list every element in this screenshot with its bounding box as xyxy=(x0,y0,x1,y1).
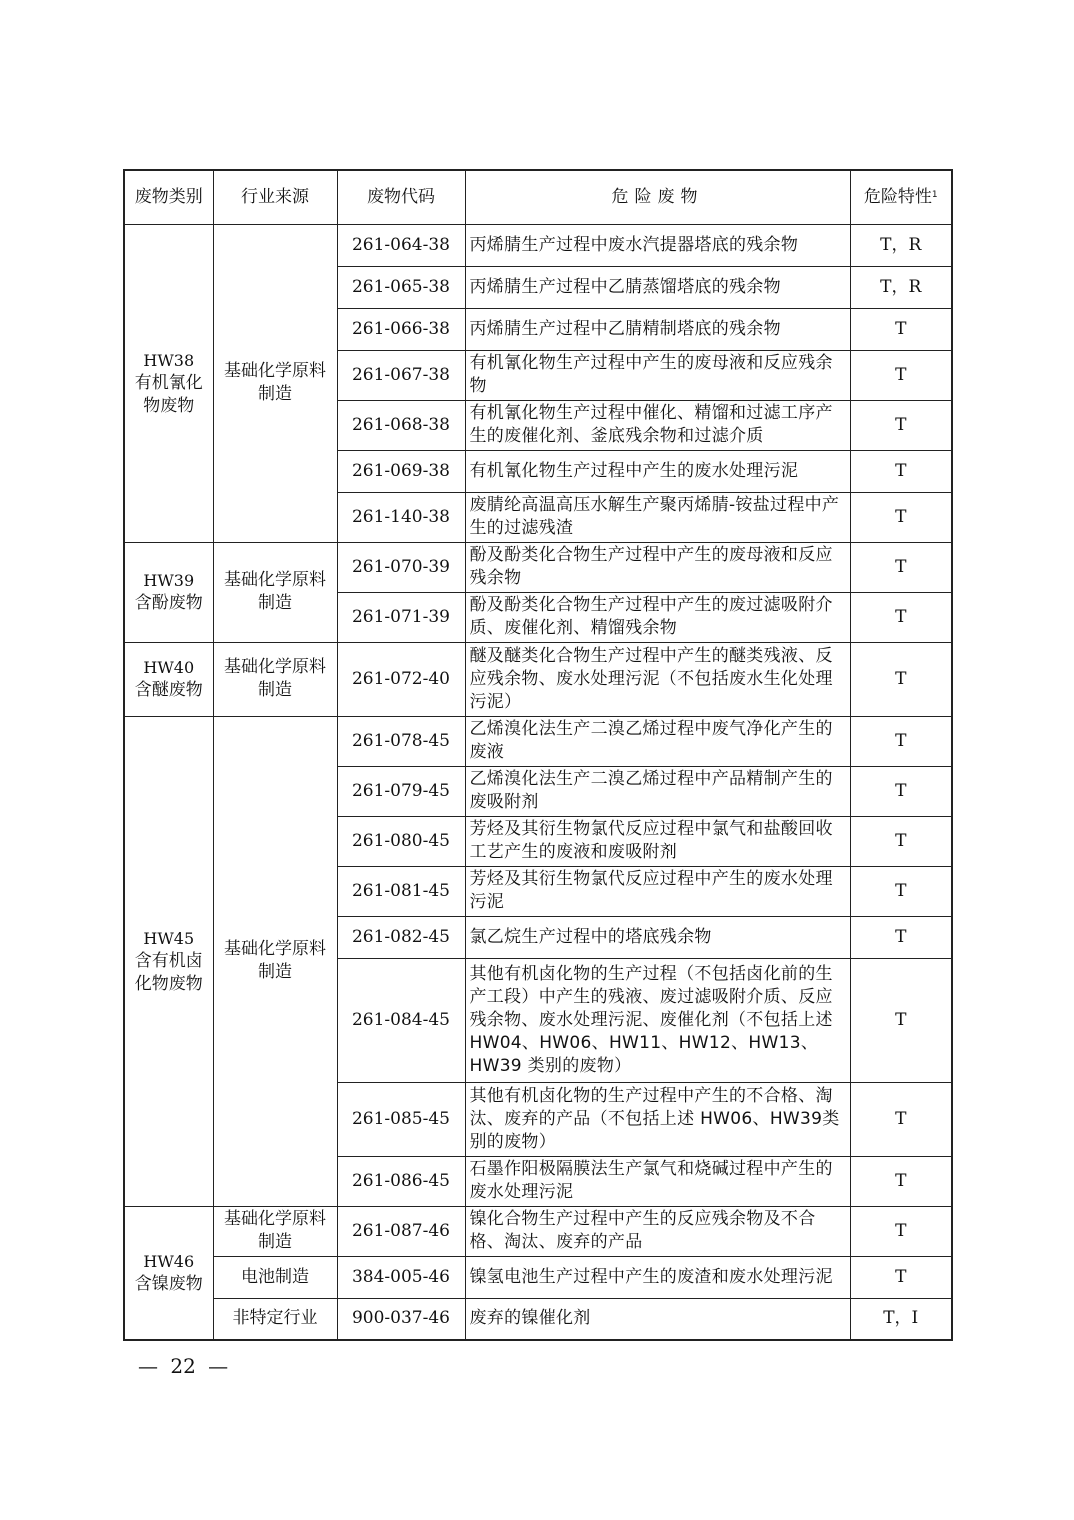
waste-category-cell xyxy=(124,224,213,542)
industry-source-cell: 基础化学原料制造 xyxy=(213,224,337,542)
waste-code-cell: 261-071-39 xyxy=(337,592,465,642)
hazard-characteristic-cell: T xyxy=(850,766,952,816)
category-code: HW45 xyxy=(143,928,195,948)
waste-code-cell: 261-081-45 xyxy=(337,866,465,916)
hazardous-waste-cell: 石墨作阳极隔膜法生产氯气和烧碱过程中产生的废水处理污泥 xyxy=(465,1156,850,1206)
hazardous-waste-cell: 酚及酚类化合物生产过程中产生的废过滤吸附介质、废催化剂、精馏残余物 xyxy=(465,592,850,642)
hazardous-waste-cell: 丙烯腈生产过程中乙腈精制塔底的残余物 xyxy=(465,308,850,350)
hazardous-waste-cell: 废弃的镍催化剂 xyxy=(465,1298,850,1340)
hazard-characteristic-cell: T xyxy=(850,866,952,916)
waste-code-cell: 261-085-45 xyxy=(337,1082,465,1156)
waste-code-cell: 261-067-38 xyxy=(337,350,465,400)
table-body xyxy=(124,224,952,1340)
table-row xyxy=(124,1298,952,1340)
hazardous-waste-table xyxy=(123,169,953,1341)
waste-code-cell: 261-069-38 xyxy=(337,450,465,492)
hazard-characteristic-cell: T xyxy=(850,816,952,866)
hazard-characteristic-cell: T xyxy=(850,592,952,642)
hazard-characteristic-cell: T，R xyxy=(850,266,952,308)
hazardous-waste-cell: 氯乙烷生产过程中的塔底残余物 xyxy=(465,916,850,958)
waste-code-cell: 261-070-39 xyxy=(337,542,465,592)
table-row xyxy=(124,224,952,266)
hazardous-waste-cell: 芳烃及其衍生物氯代反应过程中产生的废水处理污泥 xyxy=(465,866,850,916)
header-code: 废物代码 xyxy=(337,170,465,224)
hazard-characteristic-cell: T xyxy=(850,350,952,400)
category-name: 含醚废物 xyxy=(134,680,203,700)
hazardous-waste-cell: 芳烃及其衍生物氯代反应过程中氯气和盐酸回收工艺产生的废液和废吸附剂 xyxy=(465,816,850,866)
waste-category-cell xyxy=(124,642,213,716)
hazard-characteristic-cell: T xyxy=(850,400,952,450)
industry-source-cell: 基础化学原料制造 xyxy=(213,642,337,716)
waste-code-cell: 261-140-38 xyxy=(337,492,465,542)
waste-code-cell: 900-037-46 xyxy=(337,1298,465,1340)
category-name: 有机氰化物废物 xyxy=(134,372,203,416)
hazardous-waste-cell: 其他有机卤化物的生产过程（不包括卤化前的生产工段）中产生的残液、废过滤吸附介质、反应残余物、废水处理污泥、废催化剂（不包括上述HW04、HW06、HW11、HW12、HW13、HW39 类别的废物） xyxy=(465,958,850,1082)
hazardous-waste-cell: 醚及醚类化合物生产过程中产生的醚类残液、反应残余物、废水处理污泥（不包括废水生化处理污泥） xyxy=(465,642,850,716)
industry-source-cell: 基础化学原料制造 xyxy=(213,1206,337,1256)
waste-code-cell: 261-084-45 xyxy=(337,958,465,1082)
waste-category-cell xyxy=(124,542,213,642)
table-row xyxy=(124,542,952,592)
hazardous-waste-cell: 镍化合物生产过程中产生的反应残余物及不合格、淘汰、废弃的产品 xyxy=(465,1206,850,1256)
hazard-characteristic-cell: T，I xyxy=(850,1298,952,1340)
table-row xyxy=(124,642,952,716)
header-characteristic-label: 危险特性 xyxy=(863,186,932,207)
waste-code-cell: 261-079-45 xyxy=(337,766,465,816)
header-category: 废物类别 xyxy=(124,170,213,224)
header-hazard: 危险废物 xyxy=(465,170,850,224)
hazardous-waste-cell: 丙烯腈生产过程中废水汽提器塔底的残余物 xyxy=(465,224,850,266)
table-row xyxy=(124,1206,952,1256)
table-row xyxy=(124,716,952,766)
hazardous-waste-cell: 酚及酚类化合物生产过程中产生的废母液和反应残余物 xyxy=(465,542,850,592)
page-number: — 22 — xyxy=(138,1354,229,1378)
hazardous-waste-cell: 其他有机卤化物的生产过程中产生的不合格、淘汰、废弃的产品（不包括上述 HW06、HW39类别的废物） xyxy=(465,1082,850,1156)
hazardous-waste-cell: 丙烯腈生产过程中乙腈蒸馏塔底的残余物 xyxy=(465,266,850,308)
waste-code-cell: 261-087-46 xyxy=(337,1206,465,1256)
hazard-characteristic-cell: T xyxy=(850,642,952,716)
hazard-characteristic-cell: T xyxy=(850,542,952,592)
waste-code-cell: 261-065-38 xyxy=(337,266,465,308)
category-code: HW39 xyxy=(143,571,195,590)
industry-source-cell: 基础化学原料制造 xyxy=(213,542,337,642)
hazard-characteristic-cell: T xyxy=(850,1256,952,1298)
industry-source-cell: 非特定行业 xyxy=(213,1298,337,1340)
waste-code-cell: 261-066-38 xyxy=(337,308,465,350)
hazard-characteristic-cell: T xyxy=(850,916,952,958)
table-row xyxy=(124,1256,952,1298)
hazardous-waste-cell: 有机氰化物生产过程中产生的废水处理污泥 xyxy=(465,450,850,492)
waste-code-cell: 261-086-45 xyxy=(337,1156,465,1206)
waste-category-cell xyxy=(124,1206,213,1340)
waste-code-cell: 261-078-45 xyxy=(337,716,465,766)
hazardous-waste-cell: 废腈纶高温高压水解生产聚丙烯腈-铵盐过程中产生的过滤残渣 xyxy=(465,492,850,542)
waste-code-cell: 261-080-45 xyxy=(337,816,465,866)
footnote-marker: 1 xyxy=(931,189,938,200)
hazard-characteristic-cell: T xyxy=(850,1082,952,1156)
hazard-characteristic-cell: T xyxy=(850,958,952,1082)
industry-source-cell: 电池制造 xyxy=(213,1256,337,1298)
hazardous-waste-cell: 镍氢电池生产过程中产生的废渣和废水处理污泥 xyxy=(465,1256,850,1298)
category-name: 含有机卤化物废物 xyxy=(134,950,203,994)
category-name: 含镍废物 xyxy=(134,1273,203,1294)
hazard-characteristic-cell: T xyxy=(850,492,952,542)
waste-code-cell: 261-068-38 xyxy=(337,400,465,450)
hazard-characteristic-cell: T xyxy=(850,450,952,492)
industry-source-cell: 基础化学原料制造 xyxy=(213,716,337,1206)
hazardous-waste-cell: 乙烯溴化法生产二溴乙烯过程中产品精制产生的废吸附剂 xyxy=(465,766,850,816)
category-name: 含酚废物 xyxy=(134,593,203,613)
header-row xyxy=(124,170,952,224)
hazard-characteristic-cell: T xyxy=(850,716,952,766)
hazardous-waste-cell: 乙烯溴化法生产二溴乙烯过程中废气净化产生的废液 xyxy=(465,716,850,766)
waste-code-cell: 261-072-40 xyxy=(337,642,465,716)
hazard-characteristic-cell: T，R xyxy=(850,224,952,266)
waste-category-cell xyxy=(124,716,213,1206)
category-code: HW46 xyxy=(143,1251,195,1271)
category-code: HW40 xyxy=(143,658,195,677)
hazard-characteristic-cell: T xyxy=(850,1206,952,1256)
waste-code-cell: 261-082-45 xyxy=(337,916,465,958)
hazard-characteristic-cell: T xyxy=(850,308,952,350)
hazardous-waste-cell: 有机氰化物生产过程中产生的废母液和反应残余物 xyxy=(465,350,850,400)
waste-code-cell: 261-064-38 xyxy=(337,224,465,266)
category-code: HW38 xyxy=(143,350,195,370)
waste-code-cell: 384-005-46 xyxy=(337,1256,465,1298)
hazard-characteristic-cell: T xyxy=(850,1156,952,1206)
header-characteristic xyxy=(850,170,952,224)
header-source: 行业来源 xyxy=(213,170,337,224)
hazardous-waste-cell: 有机氰化物生产过程中催化、精馏和过滤工序产生的废催化剂、釜底残余物和过滤介质 xyxy=(465,400,850,450)
